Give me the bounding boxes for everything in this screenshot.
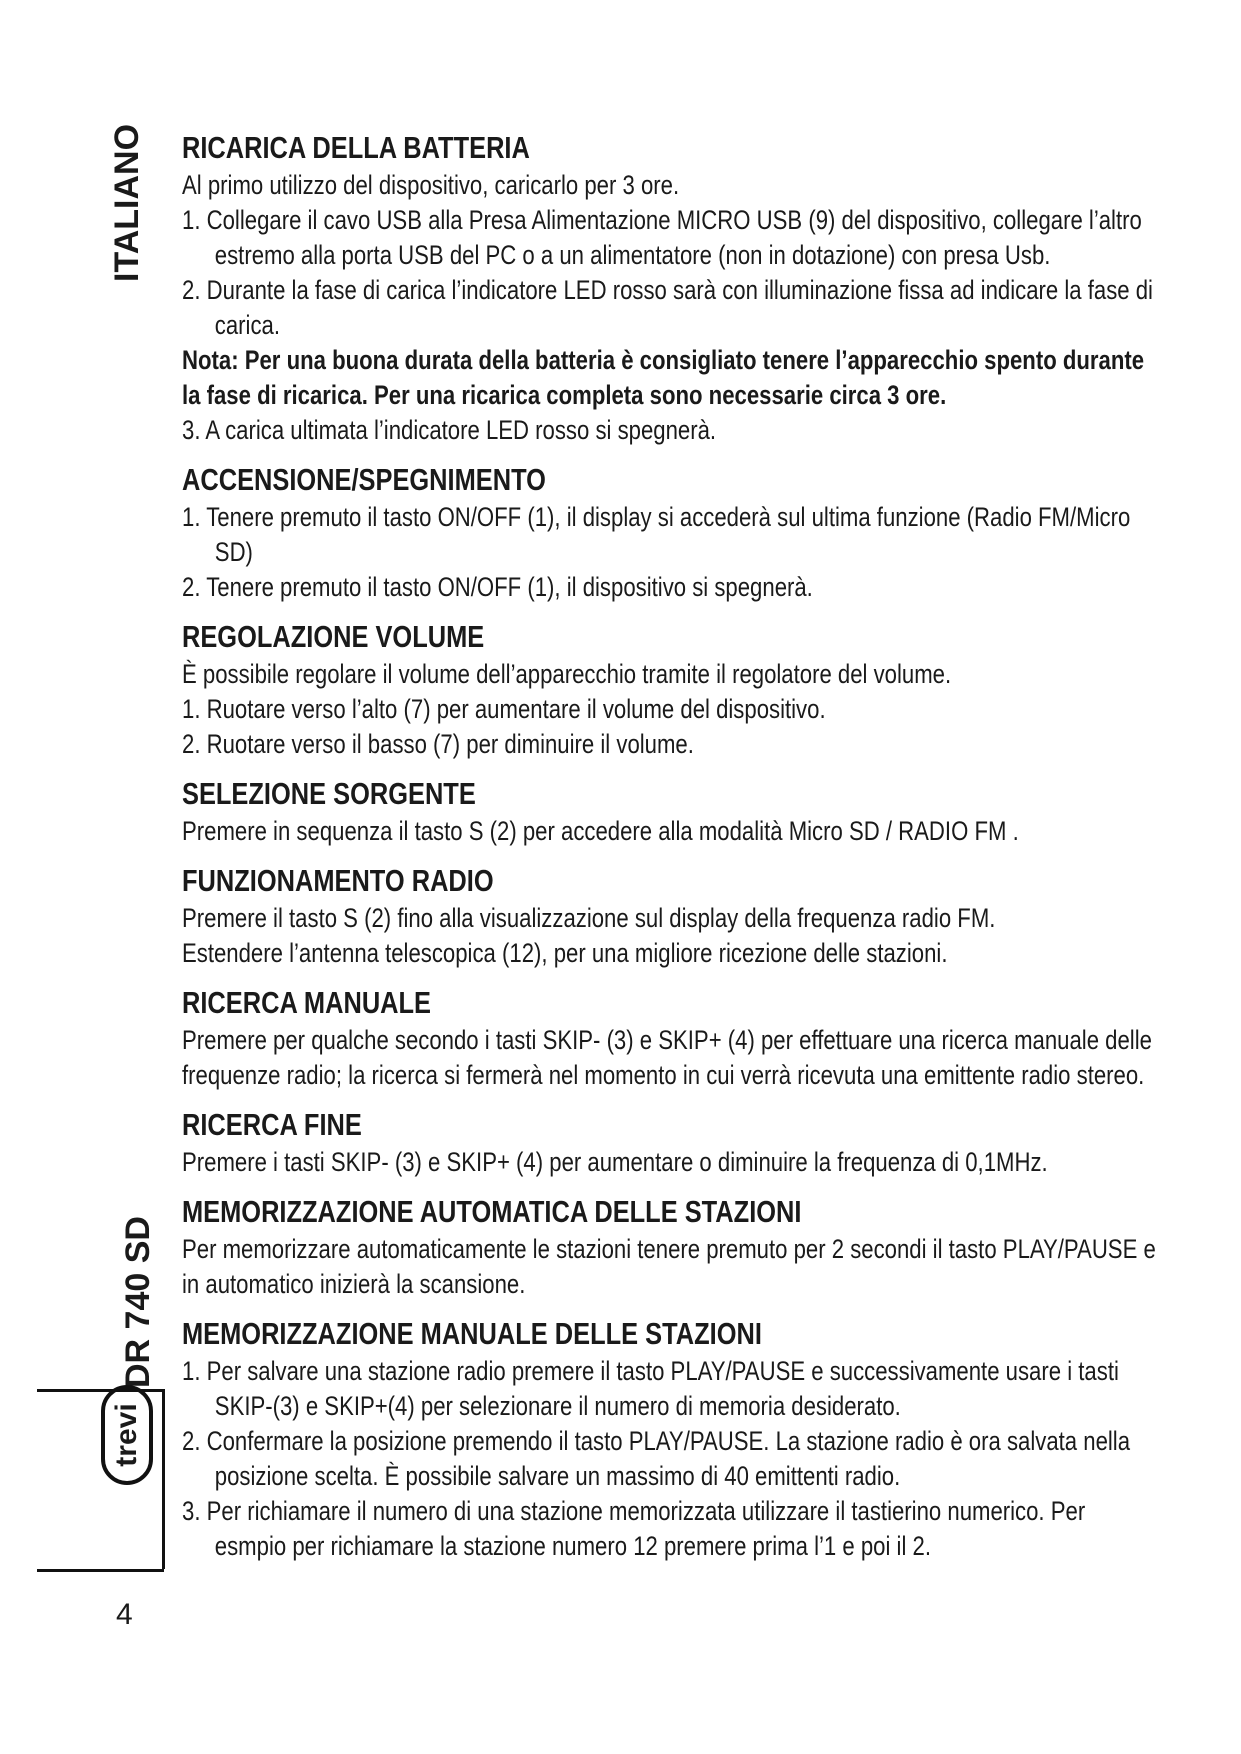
- paragraph: Premere il tasto S (2) fino alla visualizzazione sul display della frequenza radio FM.: [182, 903, 996, 933]
- list-item: 2. Confermare la posizione premendo il tasto PLAY/PAUSE. La stazione radio è ora salvata nella posizione scelta. È possibile salvare un massimo di 40 emittenti radio.: [182, 1426, 1131, 1491]
- divider: [162, 1389, 165, 1569]
- paragraph: È possibile regolare il volume dell’apparecchio tramite il regolatore del volume.: [182, 659, 952, 689]
- section-heading: RICARICA DELLA BATTERIA: [182, 130, 530, 165]
- section-heading: FUNZIONAMENTO RADIO: [182, 863, 494, 898]
- paragraph: Per memorizzare automaticamente le stazioni tenere premuto per 2 secondi il tasto PLAY/PAUSE e in automatico inizierà la scansione.: [182, 1234, 1156, 1299]
- paragraph: Premere i tasti SKIP- (3) e SKIP+ (4) per aumentare o diminuire la frequenza di 0,1MHz.: [182, 1147, 1048, 1177]
- list-item: 1. Collegare il cavo USB alla Presa Alimentazione MICRO USB (9) del dispositivo, collegare l’altro estremo alla porta USB del PC o a un alimentatore (non in dotazione) con presa Usb.: [182, 205, 1142, 270]
- model-label: DR 740 SD: [119, 1216, 157, 1388]
- paragraph: Estendere l’antenna telescopica (12), per una migliore ricezione delle stazioni.: [182, 938, 948, 968]
- section-heading: RICERCA FINE: [182, 1107, 362, 1142]
- list-item: 1. Tenere premuto il tasto ON/OFF (1), il display si accederà sul ultima funzione (Radio FM/Micro SD): [182, 502, 1131, 567]
- content: [182, 128, 1158, 1564]
- paragraph: Al primo utilizzo del dispositivo, caricarlo per 3 ore.: [182, 170, 680, 200]
- trevi-logo: trevi: [101, 1385, 153, 1485]
- section-heading: RICERCA MANUALE: [182, 985, 432, 1020]
- list-item: 2. Durante la fase di carica l’indicatore LED rosso sarà con illuminazione fissa ad indicare la fase di carica.: [182, 275, 1153, 340]
- list-item: 1. Per salvare una stazione radio premere il tasto PLAY/PAUSE e successivamente usare i tasti SKIP-(3) e SKIP+(4) per selezionare il numero di memoria desiderato.: [182, 1356, 1119, 1421]
- section-heading: REGOLAZIONE VOLUME: [182, 619, 485, 654]
- section-heading: SELEZIONE SORGENTE: [182, 776, 476, 811]
- note-text: Nota: Per una buona durata della batteria è consigliato tenere l’apparecchio spento durante la fase di ricarica. Per una ricarica completa sono necessarie circa 3 ore.: [182, 345, 1145, 410]
- list-item: 2. Tenere premuto il tasto ON/OFF (1), il dispositivo si spegnerà.: [182, 572, 813, 602]
- section-heading: ACCENSIONE/SPEGNIMENTO: [182, 462, 546, 497]
- section-heading: MEMORIZZAZIONE AUTOMATICA DELLE STAZIONI: [182, 1194, 802, 1229]
- language-label: ITALIANO: [108, 123, 146, 282]
- list-item: 2. Ruotare verso il basso (7) per diminuire il volume.: [182, 729, 694, 759]
- paragraph: Premere in sequenza il tasto S (2) per accedere alla modalità Micro SD / RADIO FM .: [182, 816, 1019, 846]
- page-number: 4: [116, 1598, 133, 1631]
- list-item: 1. Ruotare verso l’alto (7) per aumentare il volume del dispositivo.: [182, 694, 826, 724]
- paragraph: Premere per qualche secondo i tasti SKIP- (3) e SKIP+ (4) per effettuare una ricerca manuale delle frequenze radio; la ricerca si fermerà nel momento in cui verrà ricevuta una emittente radio stereo.: [182, 1025, 1152, 1090]
- list-item: 3. Per richiamare il numero di una stazione memorizzata utilizzare il tastierino numerico. Per esmpio per richiamare la stazione numero 12 premere prima l’1 e poi il 2.: [182, 1496, 1086, 1561]
- section-heading: MEMORIZZAZIONE MANUALE DELLE STAZIONI: [182, 1316, 762, 1351]
- list-item: 3. A carica ultimata l’indicatore LED rosso si spegnerà.: [182, 415, 717, 445]
- divider: [37, 1569, 164, 1572]
